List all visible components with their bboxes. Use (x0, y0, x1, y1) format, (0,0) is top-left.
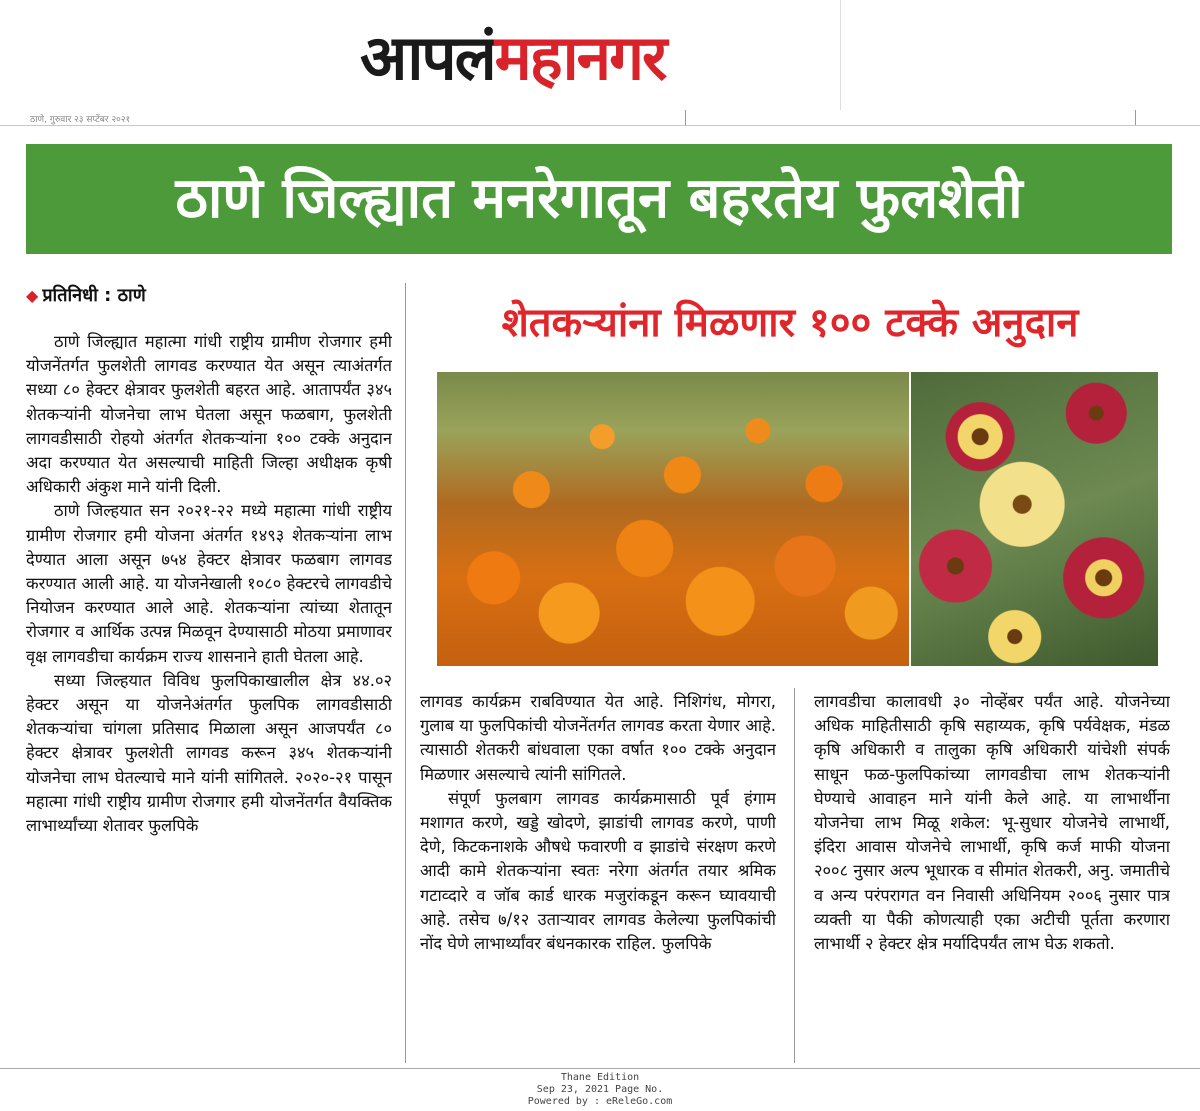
masthead-logo-part1: आपलं (360, 21, 495, 94)
byline-text: प्रतिनिधी : ठाणे (42, 285, 146, 306)
footer-date: Sep 23, 2021 Page No. (536, 1084, 664, 1095)
article-column-3 (814, 690, 1170, 1060)
gaillardia-photo (911, 372, 1158, 666)
paragraph: ठाणे जिल्हयात सन २०२१-२२ मध्ये महात्मा गांधी राष्ट्रीय ग्रामीण रोजगार हमी योजना अंतर्गत १४९३ शेतकऱ्यांना लाभ देण्यात आला असून ७५४ हेक्टर क्षेत्रावर फळबाग लागवड करण्यात आली आहे. या योजनेखाली १०८० हेक्टरचे लागवडीचे नियोजन करण्यात आले आहे. शेतकऱ्यांना त्यांच्या शेतातून रोजगार व आर्थिक उत्पन्न मिळवून देण्यासाठी मोठया प्रमाणावर वृक्ष लागवडीचा कार्यक्रम राज्य शासनाने हाती घेतला आहे. (26, 501, 392, 666)
paragraph: ठाणे जिल्ह्यात महात्मा गांधी राष्ट्रीय ग्रामीण रोजगार हमी योजनेंतर्गत फुलशेती लागवड करण्यात येत असून त्याअंतर्गत सध्या ८० हेक्टर क्षेत्रावर फुलशेती बहरत आहे. आतापर्यंत ३४५ शेतकऱ्यांनी योजनेचा लाभ घेतला असून फळबाग, फुलशेती लागवडीसाठी रोहयो अंतर्गत शेतकऱ्यांना १०० टक्के अनुदान अदा करण्यात येत असल्याची माहिती जिल्हा अधीक्षक कृषी अधिकारी अंकुश माने यांनी दिली. (26, 332, 392, 497)
dateline: ठाणे, गुरुवार २३ सप्टेंबर २०२१ (30, 115, 131, 125)
footer-edition: Thane Edition (560, 1072, 640, 1083)
marigold-photo (437, 372, 909, 666)
headline: ठाणे जिल्ह्यात मनरेगातून बहरतेय फुलशेती (175, 166, 1023, 231)
top-rule (0, 125, 1200, 126)
headline-bar (26, 144, 1172, 254)
paragraph: संपूर्ण फुलबाग लागवड कार्यक्रमासाठी पूर्व हंगाम मशागत करणे, खड्डे खोदणे, झाडांची लागवड करणे, पाणी देणे, किटकनाशके औषधे फवारणी व झाडांचे संरक्षण करणे आदी कामे शेतकऱ्यांना स्वतः नरेगा अंतर्गत तयार श्रमिक गटाव्दारे व जॉब कार्ड धारक मजुरांकडून करून घ्यावयाची आहे. तसेच ७/१२ उताऱ्यावर लागवड केलेल्या फुलपिकांची नोंद घेणे लाभार्थ्यांवर बंधनकारक राहिल. फुलपिके (420, 788, 776, 954)
paragraph: लागवडीचा कालावधी ३० नोव्हेंबर पर्यंत आहे. योजनेच्या अधिक माहितीसाठी कृषि सहाय्यक, कृषि पर्यवेक्षक, मंडळ कृषि अधिकारी व तालुका कृषि अधिकारी यांचेशी संपर्क साधून फळ-फुलपिकांच्या लागवडीचा लाभ शेतकऱ्यांनी घेण्याचे आवाहन माने यांनी केले आहे. या लाभार्थीना योजनेचा लाभ मिळू शकेल: भू-सुधार योजनेचे लाभार्थी, इंदिरा आवास योजनेचे लाभार्थी, कृषि कर्ज माफी योजना २००८ नुसार अल्प भूधारक व सीमांत शेतकरी, अनु. जमातीचे व अन्य परंपरागत वन निवासी अधिनियम २००६ नुसार पात्र व्यक्ती या पैकी कोणत्याही एका अटीची पूर्तता करणारा लाभार्थी २ हेक्टर क्षेत्र मर्यादिपर्यंत लाभ घेऊ शकतो. (814, 692, 1170, 954)
footer-powered-by: Powered by : eReleGo.com (527, 1096, 673, 1107)
masthead (330, 0, 841, 110)
column-divider (794, 688, 795, 1063)
divider (685, 110, 686, 126)
article-column-2 (420, 690, 776, 1060)
divider (1135, 110, 1136, 126)
byline (26, 283, 146, 307)
paragraph: सध्या जिल्हयात विविध फुलपिकाखालील क्षेत्र ४४.०२ हेक्टर असून या योजनेअंतर्गत फुलपिक लागवडीसाठी शेतकऱ्यांचा चांगला प्रतिसाद मिळाला असून आजपर्यंत ८० हेक्टर क्षेत्रावर फुलशेती लागवड करून ३४५ शेतकऱ्यांनी योजनेचा लाभ घेतल्याचे माने यांनी सांगितले. २०२०-२१ पासून महात्मा गांधी राष्ट्रीय ग्रामीण रोजगार हमी योजनेंतर्गत वैयक्तिक लाभार्थ्यांच्या शेतावर फुलपिके (26, 670, 392, 836)
masthead-logo-part2: महानगर (494, 21, 666, 94)
article-column-1 (26, 330, 392, 1060)
byline-marker: ◆ (26, 286, 39, 305)
footer (0, 1072, 1200, 1108)
footer-rule (0, 1068, 1200, 1069)
column-divider (405, 283, 406, 1063)
subheadline: शेतकऱ्यांना मिळणार १०० टक्के अनुदान (501, 300, 1079, 346)
paragraph: लागवड कार्यक्रम राबविण्यात येत आहे. निशिगंध, मोगरा, गुलाब या फुलपिकांची योजनेंतर्गत लागवड करता येणार आहे. त्यासाठी शेतकरी बांधवाला एका वर्षात १०० टक्के अनुदान मिळणार असल्याचे त्यांनी सांगितले. (420, 692, 776, 784)
masthead-logo (360, 14, 665, 98)
